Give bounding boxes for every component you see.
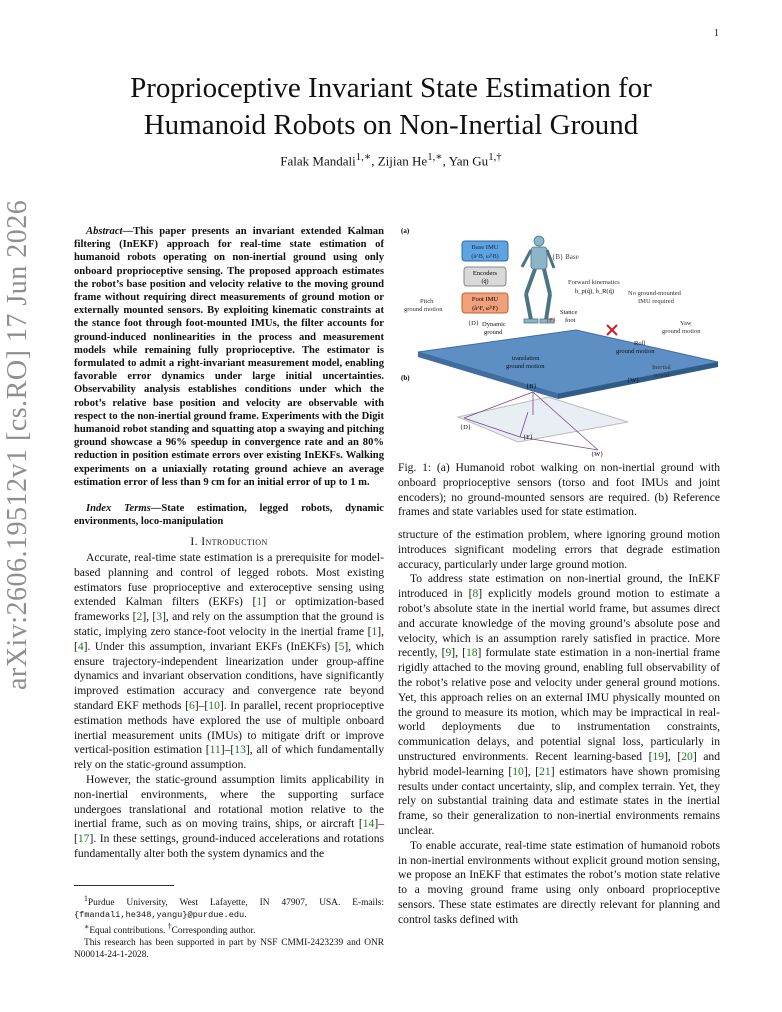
stance-label-2: foot <box>565 317 576 324</box>
paragraph: To address state estimation on non-inertial ground, the InEKF introduced in [8] explicitly models ground motion to estimate a robot’s absolute state in the inertial world frame, but assumes direct and accurate knowledge of the moving ground’s absolute pose and velocity, which is an assumption rarely satisfied in practice. More recently, [9], [18] formulate state estimation in a non-inertial frame rigidly attached to the moving ground, enabling full observability of the robot’s relative pose and velocity under general ground motions. Yet, this approach relies on an external IMU physically mounted on the ground to measure its motion, which may be impractical in real-world deployments due to instrumentation constraints, communication delays, and potential signal loss, particularly in unstructured environments. Recent learning-based [19], [20] and hybrid model-learning [10], [21] estimators have shown promising results under contact uncertainty, slip, and complex terrain. Yet, they rely on substantial training data and estimate states in the inertial frame, so their generalization to non-inertial environments remains unclear. <box>398 572 720 837</box>
footnotes: $^1$Purdue University, West Lafayette, IN 47907, USA. E-mails: {fmandali,he348,yangu}@purdue.edu. ∗Equal contributions. †Corresponding author. This research has been supported in part by NSF CMMI-2423239 and ONR N00014-24-1-2028. <box>74 894 384 960</box>
ground-platform <box>418 330 718 394</box>
encoders-label: Encoders <box>472 270 498 277</box>
forward-kin-sub: h_p(q̃), h_R(q̃) <box>575 288 614 295</box>
panel-b-plane <box>458 397 628 442</box>
inertial-label-2: world <box>654 372 670 379</box>
title-line-1: Proprioceptive Invariant State Estimation for <box>130 72 652 104</box>
title-line-2: Humanoid Robots on Non-Inertial Ground <box>143 109 639 141</box>
page-number: 1 <box>714 28 719 39</box>
panel-a-label: (a) <box>401 227 410 235</box>
foot-imu-sub: (ã^F, ω̃^F) <box>472 306 498 312</box>
paragraph: To enable accurate, real-time state estimation of humanoid robots in non-inertial environments without explicit ground motion sensing, we propose an InEKF that estimates the robot’s motion state relative to a moving ground frame using only onboard proprioceptive sensors. These state estimates are directly relevant for planning and control tasks defined with <box>398 838 720 926</box>
pitch-label-2: ground motion <box>404 306 443 313</box>
no-ground-label-2: IMU required <box>638 298 674 305</box>
footnote-rule <box>74 885 174 886</box>
stance-label: Stance <box>560 309 578 316</box>
dynamic-label-2: ground <box>484 329 503 336</box>
roll-label: Roll <box>634 340 646 347</box>
frame-f-label-b: {F} <box>523 434 533 441</box>
pitch-label: Pitch <box>420 298 434 305</box>
robot-figure <box>522 236 554 323</box>
yaw-label-2: ground motion <box>662 328 701 335</box>
figure-1 <box>398 222 722 462</box>
frame-w-label: {W} <box>627 377 640 384</box>
translation-label: translation <box>512 355 540 362</box>
intro-right <box>398 528 720 928</box>
base-imu-label: Base IMU <box>471 244 499 251</box>
paragraph: However, the static-ground assumption limits applicability in non-inertial environments, where the supporting surface undergoes translational and rotational motion relative to the inertial frame, such as on moving trains, ships, or aircraft [14]–[17]. In these settings, ground-induced accelerations and rotations fundamentally alter both the system dynamics and the <box>74 772 384 860</box>
paper-title <box>60 70 722 144</box>
forward-kin-label: Forward kinematics <box>568 279 620 286</box>
base-imu-sub: (ã^B, ω̃^B) <box>471 254 499 260</box>
section-heading: I. Introduction <box>190 535 268 548</box>
panel-b-label: (b) <box>401 374 410 382</box>
abstract: Abstract—This paper presents an invariant extended Kalman filtering (InEKF) approach for real-time state estimation of humanoid robots operating on non-inertial ground using only onboard proprioceptive sensing. The proposed approach estimates the robot’s base position and velocity relative to the moving ground frame without requiring direct measurements of ground motion or externally mounted sensors. By exploiting kinematic constraints at the stance foot through foot-mounted IMUs, the filter accounts for ground-induced nonlinearities in the process and measurement models while remaining fully proprioceptive. The estimator is formulated to admit a right-invariant measurement model, enabling favorable error dynamics under large initial uncertainties. Observability analysis establishes conditions under which the robot’s relative base position and velocity are observable with respect to the non-inertial ground frame. Experiments with the Digit humanoid robot standing and squatting atop a swaying and pitching ground showcase a 96% speedup in convergence rate and an 80% reduction in position estimate errors over existing InEKFs. Walking experiments on a uniaxially rotating ground achieve an average estimation error of less than 9 cm for an initial error of up to 1 m. <box>74 226 384 488</box>
translation-label-2: ground motion <box>506 363 545 370</box>
yaw-label: Yaw <box>680 320 692 327</box>
index-terms: Index Terms—State estimation, legged robots, dynamic environments, loco-manipulation <box>74 503 384 528</box>
frame-w-label-b: {W} <box>591 451 604 458</box>
frame-d-label-b: {D} <box>460 424 471 431</box>
index-terms-label: Index Terms <box>86 503 151 514</box>
paragraph: Accurate, real-time state estimation is a prerequisite for model-based planning and control of legged robots. Most existing estimators fuse proprioceptive and exteroceptive sensing using extended Kalman filters (EKFs) [1] or optimization-based frameworks [2], [3], and rely on the assumption that the ground is static, implying zero stance-foot velocity in the inertial frame [1], [4]. Under this assumption, invariant EKFs (InEKFs) [5], which ensure trajectory-independent linearization under group-affine dynamics and invariant observation conditions, have significantly improved estimation accuracy and convergence rate beyond standard EKF methods [6]–[10]. In parallel, recent proprioceptive estimation methods have explored the use of multiple onboard inertial measurement units (IMUs) to mitigate drift or improve vertical-position estimation [11]–[13], all of which fundamentally rely on the static-ground assumption. <box>74 551 384 772</box>
no-ground-label: No ground-mounted <box>628 290 681 297</box>
roll-label-2: ground motion <box>616 348 655 355</box>
dynamic-label: Dynamic <box>482 321 506 328</box>
intro-left <box>74 551 384 862</box>
paragraph: structure of the estimation problem, where ignoring ground motion introduces significant modeling errors that degrade estimation accuracy, particularly under large ground motion. <box>398 528 720 571</box>
arxiv-stamp: arXiv:2606.19512v1 [cs.RO] 17 Jun 2026 <box>2 199 33 690</box>
frame-f-label: {F} <box>546 317 556 324</box>
index-terms-text: State estimation, legged robots, dynamic environments, loco-manipulation <box>74 503 384 528</box>
base-frame-label: {B} Base <box>552 253 579 261</box>
authors: Falak Mandali$^{1,∗}$, Zijian $He^{1,∗}$, Yan $Gu^{1,\dagger}$ <box>280 151 502 169</box>
abstract-text: This paper presents an invariant extended Kalman filtering (InEKF) approach for real-time state estimation of humanoid robots operating on non-inertial ground using only onboard proprioceptive sensing. The proposed approach estimates the robot’s base position and velocity relative to the moving ground frame without requiring direct measurements of ground motion or externally mounted sensors. By exploiting kinematic constraints at the stance foot through foot-mounted IMUs, the filter accounts for ground-induced nonlinearities in the process and measurement models while remaining fully proprioceptive. The estimator is formulated to admit a right-invariant measurement model, enabling favorable error dynamics under large initial uncertainties. Observability analysis establishes conditions under which the robot’s relative base position and velocity are observable with respect to the non-inertial ground frame. Experiments with the Digit humanoid robot standing and squatting atop a swaying and pitching ground showcase a 96% speedup in convergence rate and an 80% reduction in position estimate errors over existing InEKFs. Walking experiments on a uniaxially rotating ground achieve an average estimation error of less than 9 cm for an initial error of up to 1 m. <box>74 226 384 488</box>
no-sensor-cross <box>607 325 617 335</box>
figure-caption: Fig. 1: (a) Humanoid robot walking on non-inertial ground with onboard proprioceptive sensors (torso and foot IMUs and joint encoders); no ground-mounted sensors are required. (b) Reference frames and state variables used for state estimation. <box>398 461 720 519</box>
foot-imu-label: Foot IMU <box>471 296 499 303</box>
frame-b-label-b: {B} <box>526 383 537 390</box>
frame-d-label: {D} <box>468 320 479 327</box>
figure-1-graphic <box>398 222 722 462</box>
encoders-sub: (q̃) <box>481 279 489 285</box>
abstract-label: Abstract <box>86 226 123 237</box>
inertial-label: Inertial <box>652 364 671 371</box>
